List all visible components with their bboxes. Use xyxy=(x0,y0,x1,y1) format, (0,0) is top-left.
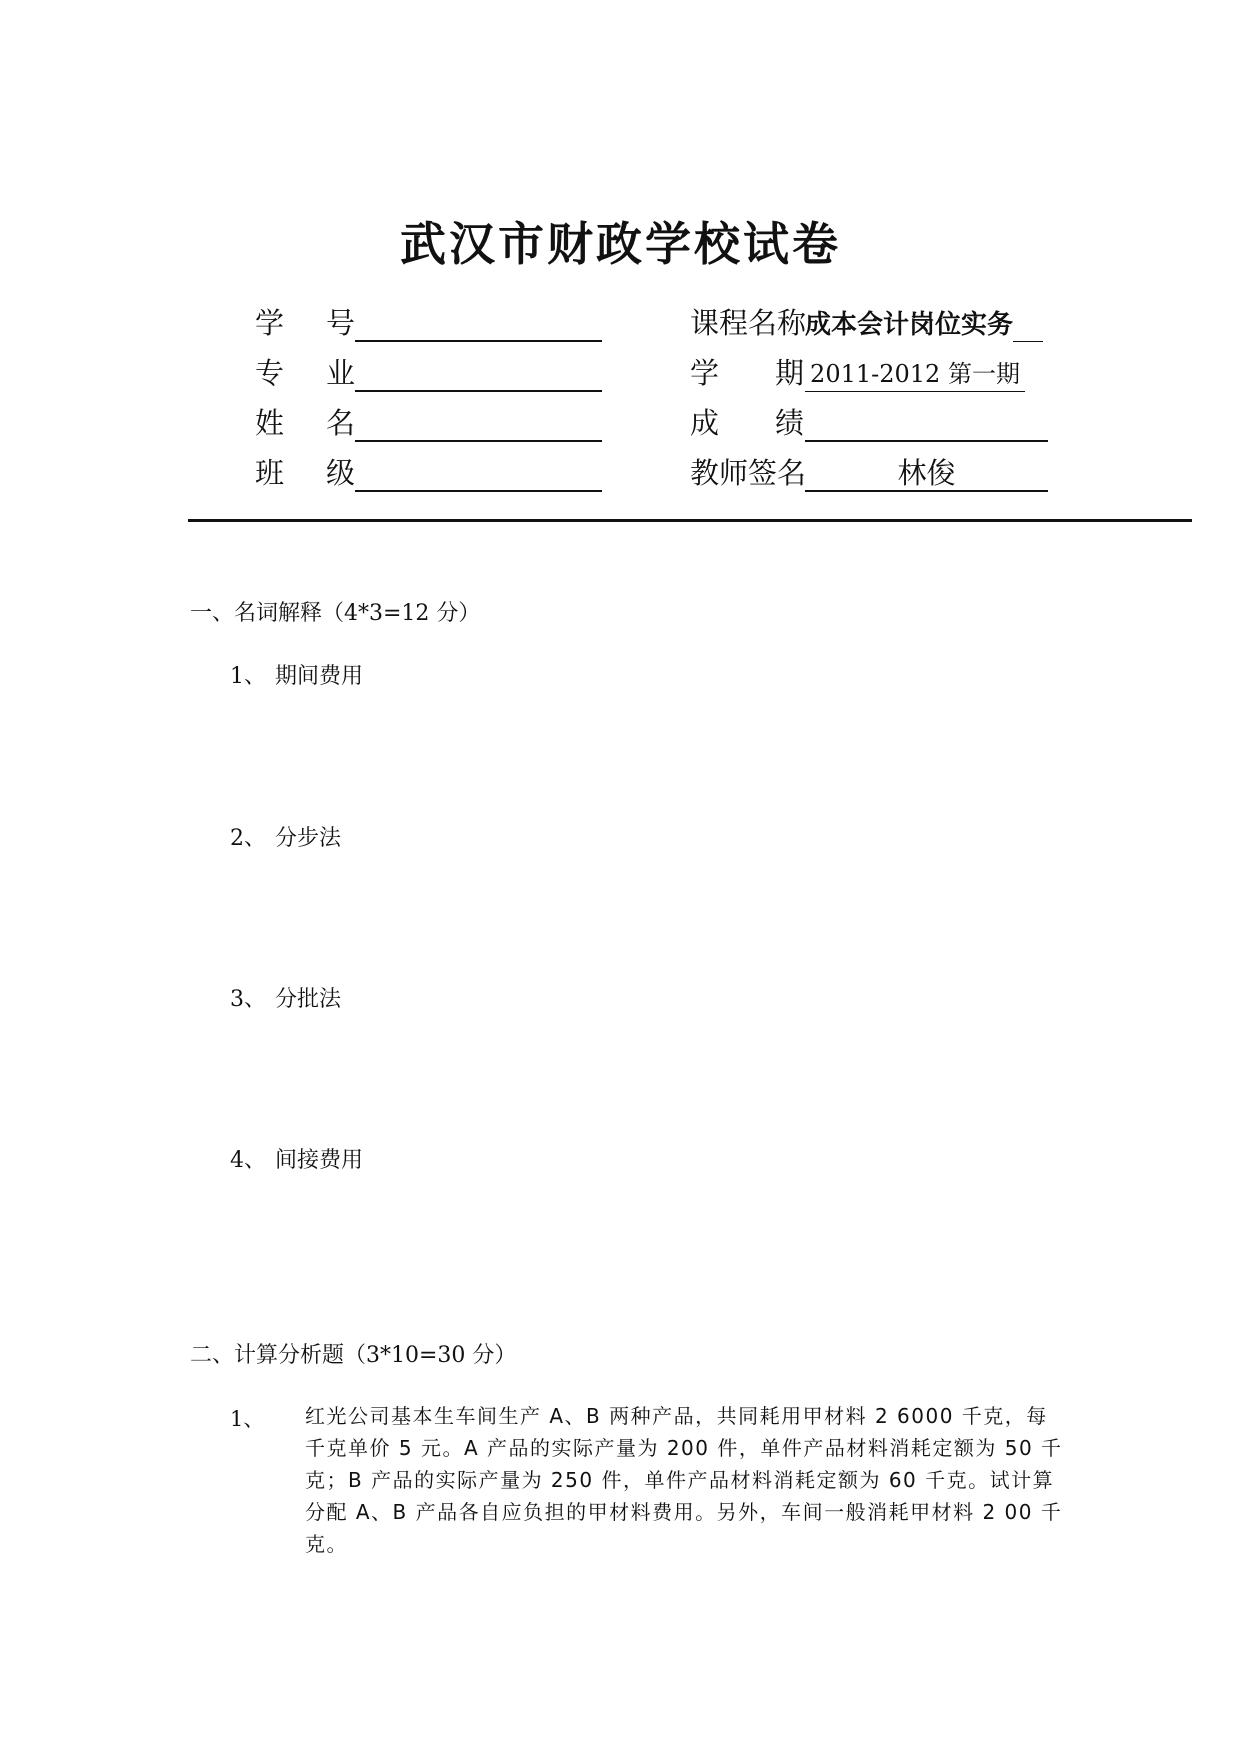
term-field xyxy=(690,348,1025,392)
name-input[interactable] xyxy=(355,406,602,442)
score-field xyxy=(690,398,1048,442)
score-input[interactable] xyxy=(805,406,1048,442)
course-field xyxy=(690,298,1045,342)
major-label: 专 业 xyxy=(255,356,355,390)
class-label: 班 级 xyxy=(255,456,355,490)
item-number: 4、 xyxy=(230,1148,266,1173)
section2-item-1-number: 1、 xyxy=(230,1407,265,1431)
item-number: 1、 xyxy=(230,664,266,689)
student-id-input[interactable] xyxy=(355,306,602,342)
item-text: 间接费用 xyxy=(275,1148,364,1173)
class-field xyxy=(255,448,602,492)
item-number: 3、 xyxy=(230,987,266,1012)
student-id-label: 学 号 xyxy=(255,306,355,340)
teacher-field xyxy=(690,448,1048,492)
exam-title: 武汉市财政学校试卷 xyxy=(400,217,841,271)
item-text: 分步法 xyxy=(275,826,342,851)
section1-item-3 xyxy=(230,982,341,1013)
section1-item-2 xyxy=(230,821,341,852)
term-value: 2011-2012 第一期 xyxy=(805,357,1025,392)
section1-item-1 xyxy=(230,659,363,690)
item-number: 2、 xyxy=(230,826,266,851)
section1-heading: 一、名词解释（4*3=12 分） xyxy=(190,601,481,626)
section2-heading: 二、计算分析题（3*10=30 分） xyxy=(190,1343,517,1368)
name-field xyxy=(255,398,602,442)
teacher-label: 教师签名 xyxy=(690,456,807,490)
course-label: 课程名称 xyxy=(690,306,807,340)
teacher-signature: 林俊 xyxy=(805,456,1048,492)
course-trailing-line xyxy=(1013,313,1043,342)
student-id-field xyxy=(255,298,602,342)
name-label: 姓 名 xyxy=(255,406,355,440)
major-input[interactable] xyxy=(355,356,602,392)
score-label: 成 绩 xyxy=(690,406,805,440)
item-text: 期间费用 xyxy=(275,664,364,689)
class-input[interactable] xyxy=(355,456,602,492)
item-text: 分批法 xyxy=(275,987,342,1012)
section1-item-4 xyxy=(230,1143,363,1174)
header-divider xyxy=(188,519,1192,522)
section2-item-1-text: 红光公司基本生车间生产 A、B 两种产品，共同耗用甲材料 2 6000 千克，每千克单价 5 元。A 产品的实际产量为 200 件，单件产品材料消耗定额为 50 千克；B 产品的实际产量为 250 件，单件产品材料消耗定额为 60 千克。试计算分配 A、B 产品各自应负担的甲材料费用。另外，车间一般消耗甲材料 2 00 千克。 xyxy=(305,1404,1063,1556)
term-label: 学 期 xyxy=(690,356,805,390)
major-field xyxy=(255,348,602,392)
course-name-value: 成本会计岗位实务 xyxy=(805,308,1045,342)
